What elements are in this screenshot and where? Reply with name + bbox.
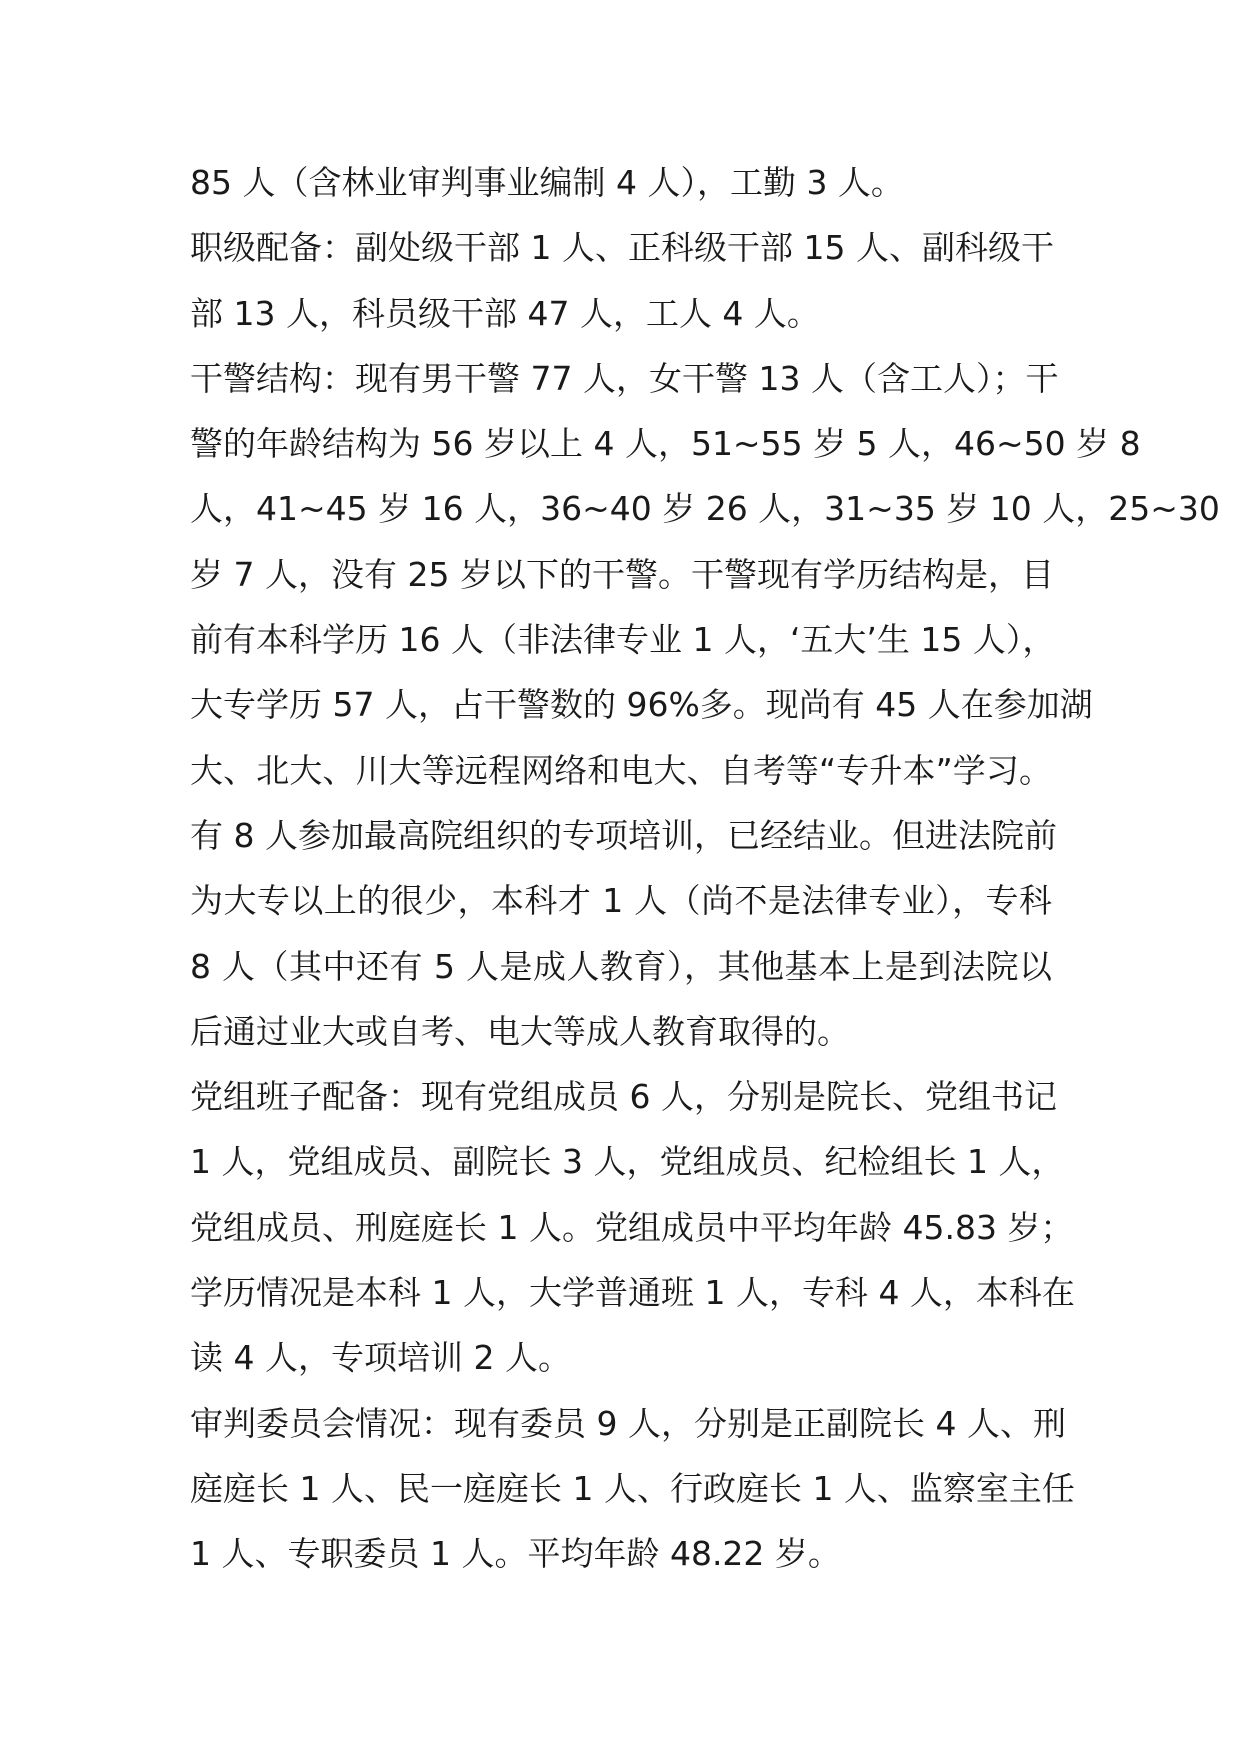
text-line: 有 8 人参加最高院组织的专项培训，已经结业。但进法院前 <box>190 815 1057 855</box>
text-line: 人，41~45 岁 16 人，36~40 岁 26 人，31~35 岁 10 人，25~30 <box>190 489 1220 529</box>
text-line: 职级配备：副处级干部 1 人、正科级干部 15 人、副科级干 <box>190 228 1054 268</box>
text-line: 8 人（其中还有 5 人是成人教育），其他基本上是到法院以 <box>190 946 1052 986</box>
text-line: 干警结构：现有男干警 77 人，女干警 13 人（含工人）；干 <box>190 358 1059 398</box>
text-line: 党组成员、刑庭庭长 1 人。党组成员中平均年龄 45.83 岁； <box>190 1207 1074 1247</box>
text-line: 审判委员会情况：现有委员 9 人，分别是正副院长 4 人、刑 <box>190 1403 1066 1443</box>
document-body <box>190 150 1220 1587</box>
text-line: 前有本科学历 16 人（非法律专业 1 人，‘五大’生 15 人）， <box>190 620 1056 660</box>
text-line: 大专学历 57 人，占干警数的 96%多。现尚有 45 人在参加湖 <box>190 685 1093 725</box>
text-line: 读 4 人，专项培训 2 人。 <box>190 1338 571 1378</box>
text-line: 岁 7 人，没有 25 岁以下的干警。干警现有学历结构是，目 <box>190 554 1054 594</box>
text-line: 警的年龄结构为 56 岁以上 4 人，51~55 岁 5 人，46~50 岁 8 <box>190 424 1141 464</box>
text-line: 部 13 人，科员级干部 47 人，工人 4 人。 <box>190 293 820 333</box>
text-line: 1 人、专职委员 1 人。平均年龄 48.22 岁。 <box>190 1534 841 1574</box>
text-line: 党组班子配备：现有党组成员 6 人，分别是院长、党组书记 <box>190 1077 1057 1117</box>
text-line: 庭庭长 1 人、民一庭庭长 1 人、行政庭长 1 人、监察室主任 <box>190 1468 1075 1508</box>
text-line: 为大专以上的很少，本科才 1 人（尚不是法律专业），专科 <box>190 881 1052 921</box>
text-line: 后通过业大或自考、电大等成人教育取得的。 <box>190 1011 850 1051</box>
text-line: 1 人，党组成员、副院长 3 人，党组成员、纪检组长 1 人， <box>190 1142 1065 1182</box>
text-line: 学历情况是本科 1 人，大学普通班 1 人，专科 4 人，本科在 <box>190 1273 1075 1313</box>
text-line: 大、北大、川大等远程网络和电大、自考等“专升本”学习。 <box>190 750 1052 790</box>
text-line: 85 人（含林业审判事业编制 4 人），工勤 3 人。 <box>190 163 904 202</box>
